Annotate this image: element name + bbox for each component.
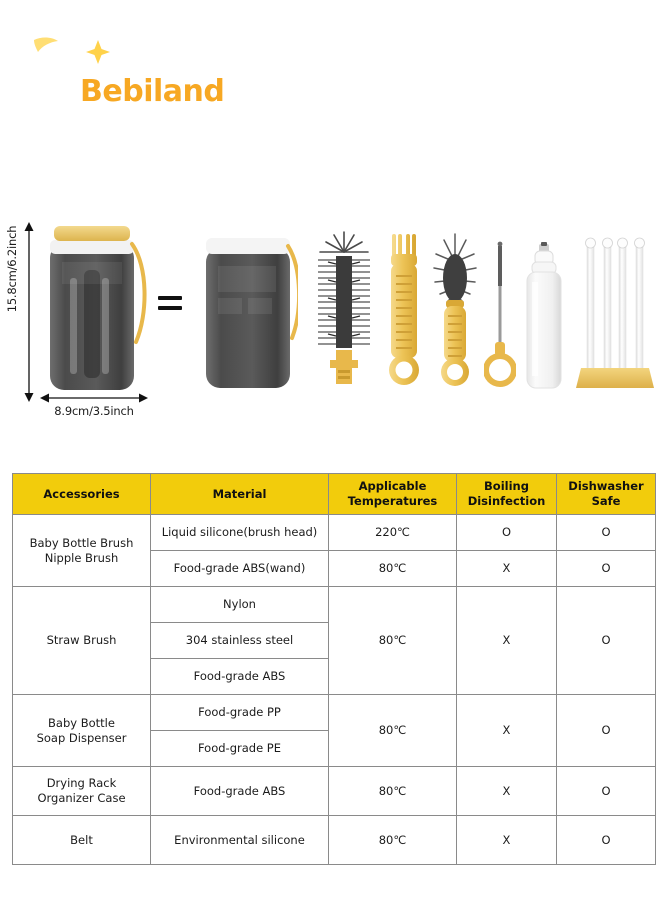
accessory-drying-rack (13, 767, 151, 816)
accessory-bottle-brush (13, 515, 151, 587)
accessory-line2: Organizer Case (37, 791, 126, 805)
header-dish-line1: Dishwasher (568, 479, 644, 494)
temperature-cell: 80℃ (329, 695, 457, 767)
temperature-cell: 220℃ (329, 515, 457, 551)
material-cell: Nylon (151, 587, 329, 623)
tongs (382, 232, 424, 390)
temperature-cell: 80℃ (329, 767, 457, 816)
table-row (13, 816, 656, 865)
material-cell: Food-grade ABS(wand) (151, 551, 329, 587)
soap-dispenser (520, 242, 568, 390)
dishwasher-cell: O (557, 816, 656, 865)
boiling-cell: X (457, 551, 557, 587)
header-temp-line1: Applicable (358, 479, 427, 494)
nipple-brush (432, 232, 478, 390)
header-boiling-disinfection (457, 474, 557, 515)
equals-symbol (158, 296, 182, 316)
boiling-cell: X (457, 816, 557, 865)
table-row (13, 767, 656, 816)
temperature-cell: 80℃ (329, 587, 457, 695)
material-cell: Food-grade ABS (151, 659, 329, 695)
brand-name: Bebiland (80, 74, 225, 109)
accessory-soap-dispenser (13, 695, 151, 767)
dishwasher-cell: O (557, 767, 656, 816)
dishwasher-cell: O (557, 695, 656, 767)
accessory-line1: Drying Rack (46, 776, 117, 791)
bottle-brush (312, 230, 376, 392)
organizer-case-packed (40, 218, 148, 396)
temperature-cell: 80℃ (329, 816, 457, 865)
dishwasher-cell: O (557, 587, 656, 695)
table-row (13, 587, 656, 623)
dishwasher-cell: O (557, 551, 656, 587)
accessory-belt: Belt (13, 816, 151, 865)
header-applicable-temperatures (329, 474, 457, 515)
width-dimension-label: 8.9cm/3.5inch (54, 404, 134, 418)
header-material: Material (151, 474, 329, 515)
temperature-cell: 80℃ (329, 551, 457, 587)
organizer-case (198, 226, 298, 391)
material-cell: 304 stainless steel (151, 623, 329, 659)
boiling-cell: X (457, 695, 557, 767)
product-figure (0, 200, 667, 440)
accessory-line2: Soap Dispenser (36, 730, 127, 745)
accessory-line1: Baby Bottle (48, 715, 115, 730)
header-dishwasher-safe (557, 474, 656, 515)
header-temp-line2: Temperatures (347, 494, 438, 508)
header-boil-line2: Disinfection (467, 494, 546, 508)
header-accessories: Accessories (13, 474, 151, 515)
material-cell: Environmental silicone (151, 816, 329, 865)
accessory-line1: Baby Bottle Brush (29, 535, 134, 550)
material-cell: Food-grade PP (151, 695, 329, 731)
specifications-table (12, 473, 656, 865)
material-cell: Food-grade ABS (151, 767, 329, 816)
material-cell: Liquid silicone(brush head) (151, 515, 329, 551)
boiling-cell: X (457, 767, 557, 816)
table-header-row (13, 474, 656, 515)
header-boil-line1: Boiling (484, 479, 529, 494)
drying-rack (575, 230, 655, 392)
height-dimension-arrow (22, 222, 36, 402)
table-row (13, 695, 656, 731)
brand-logo (12, 30, 262, 108)
accessory-line2: Nipple Brush (44, 550, 119, 565)
table-row (13, 515, 656, 551)
height-dimension-label: 15.8cm/6.2inch (5, 225, 19, 313)
boiling-cell: X (457, 587, 557, 695)
boiling-cell: O (457, 515, 557, 551)
header-dish-line2: Safe (591, 494, 621, 508)
dishwasher-cell: O (557, 515, 656, 551)
accessory-straw-brush: Straw Brush (13, 587, 151, 695)
straw-brush (484, 240, 516, 390)
material-cell: Food-grade PE (151, 731, 329, 767)
